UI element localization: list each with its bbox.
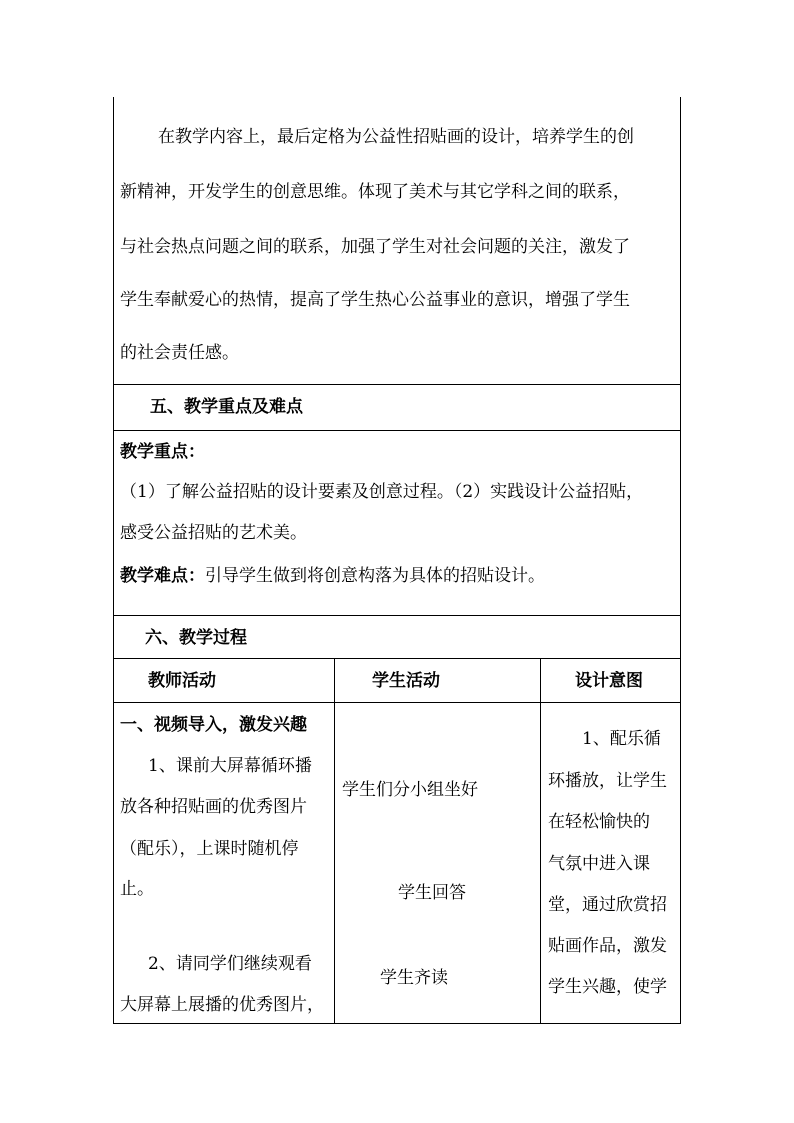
table-left-border bbox=[113, 97, 114, 1024]
key-points-line: （1）了解公益招贴的设计要素及创意过程。（2）实践设计公益招贴， bbox=[120, 482, 644, 502]
teacher-step-title: 一、视频导入，激发兴趣 bbox=[120, 715, 307, 735]
table-bottom-border bbox=[113, 1023, 681, 1024]
paragraph-line: 学生奉献爱心的热情，提高了学生热心公益事业的意识，增强了学生 bbox=[120, 290, 630, 310]
section-heading: 五、教学重点及难点 bbox=[150, 397, 303, 417]
column-header-teacher: 教师活动 bbox=[148, 671, 216, 691]
column-header-intent: 设计意图 bbox=[575, 671, 643, 691]
difficult-points-label: 教学难点： bbox=[120, 566, 205, 586]
section-heading: 六、教学过程 bbox=[145, 628, 247, 648]
column-divider bbox=[540, 658, 541, 1024]
design-intent-line: 环播放，让学生 bbox=[548, 771, 667, 791]
row-divider bbox=[113, 615, 681, 616]
key-points-line: 感受公益招贴的艺术美。 bbox=[120, 523, 307, 543]
row-divider bbox=[113, 702, 681, 703]
paragraph-line: 新精神，开发学生的创意思维。体现了美术与其它学科之间的联系， bbox=[120, 182, 630, 202]
teacher-activity-line: 止。 bbox=[120, 879, 154, 899]
teacher-activity-line: 2、请同学们继续观看 bbox=[148, 954, 312, 974]
teacher-activity-line: （配乐），上课时随机停 bbox=[120, 839, 299, 859]
difficult-points-line bbox=[120, 564, 545, 588]
teacher-activity-line: 大屏幕上展播的优秀图片， bbox=[120, 995, 324, 1015]
row-divider bbox=[113, 384, 681, 385]
difficult-points-text: 引导学生做到将创意构落为具体的招贴设计。 bbox=[205, 566, 545, 586]
teacher-activity-line: 放各种招贴画的优秀图片 bbox=[120, 797, 307, 817]
design-intent-line: 贴画作品，激发 bbox=[548, 936, 667, 956]
student-activity-line: 学生回答 bbox=[398, 883, 466, 903]
design-intent-line: 在轻松愉快的 bbox=[548, 812, 650, 832]
design-intent-line: 1、配乐循 bbox=[582, 729, 661, 749]
row-divider bbox=[113, 430, 681, 431]
design-intent-line: 堂，通过欣赏招 bbox=[548, 895, 667, 915]
row-divider bbox=[113, 658, 681, 659]
column-header-student: 学生活动 bbox=[372, 671, 440, 691]
student-activity-line: 学生齐读 bbox=[380, 968, 448, 988]
key-points-label: 教学重点： bbox=[120, 442, 205, 462]
column-divider bbox=[334, 658, 335, 1024]
paragraph-line: 的社会责任感。 bbox=[120, 343, 239, 363]
table-right-border bbox=[680, 97, 681, 1024]
student-activity-line: 学生们分小组坐好 bbox=[342, 780, 478, 800]
paragraph-line: 与社会热点问题之间的联系，加强了学生对社会问题的关注，激发了 bbox=[120, 237, 630, 257]
teacher-activity-line: 1、课前大屏幕循环播 bbox=[148, 756, 312, 776]
design-intent-line: 气氛中进入课 bbox=[548, 854, 650, 874]
design-intent-line: 学生兴趣，使学 bbox=[548, 977, 667, 997]
paragraph-line: 在教学内容上，最后定格为公益性招贴画的设计，培养学生的创 bbox=[158, 127, 634, 147]
